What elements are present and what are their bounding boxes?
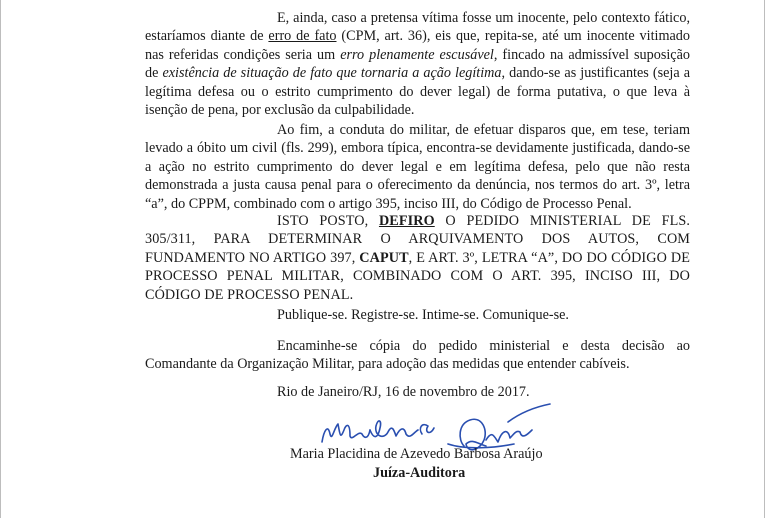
paragraph-conduta-militar: Ao fim, a conduta do militar, de efetuar disparos que, em tese, teriam levado a óbito um civil (fls. 299), embora típica, encontra-se devidamente justificada, dando-se a ação no estrito cumprimento do dever legal e em legítima defesa, pelo que não resta demonstrada a justa causa penal para o oferecimento da denúncia, nos termos do art. 3º, letra “a”, do CPPM, combinado com o artigo 395, inciso III, do Código de Processo Penal. (145, 122, 690, 212)
erro-escusavel-italic: erro plenamente escusável (340, 46, 494, 63)
erro-de-fato-underlined: erro de fato (268, 28, 337, 45)
paragraph-encaminhe-se: Encaminhe-se cópia do pedido ministerial e desta decisão ao Comandante da Organização Militar, para adoção das medidas que entender cabíveis. (145, 338, 690, 373)
paragraph-publique-se: Publique-se. Registre-se. Intime-se. Comunique-se. (277, 307, 569, 323)
signer-role: Juíza-Auditora (373, 465, 466, 481)
place-and-date: Rio de Janeiro/RJ, 16 de novembro de 2017. (277, 384, 530, 400)
caput-bold: CAPUT (359, 249, 409, 266)
paragraph-isto-posto: ISTO POSTO, DEFIRO O PEDIDO MINISTERIAL DE FLS. 305/311, PARA DETERMINAR O ARQUIVAMENTO DOS AUTOS, COM FUNDAMENTO NO ARTIGO 397, CAPUT, E ART. 3º, LETRA “A”, DO DO CÓDIGO DE PROCESSO PENAL MILITAR, COMBINADO COM O ART. 395, INCISO III, DO CÓDIGO DE PROCESSO PENAL. (145, 213, 690, 303)
defiro-bold: DEFIRO (378, 213, 435, 229)
paragraph-erro-de-fato: E, ainda, caso a pretensa vítima fosse um inocente, pelo contexto fático, estaríamos diante de erro de fato (CPM, art. 36), eis que, repita-se, até um inocente vitimado nas referidas condições seria um erro plenamente escusável, fincado na admissível suposição de existência de situação de fato que tornaria a ação legítima, dando-se as justificantes (seja a legítima defesa ou o estrito cumprimento do dever legal) de forma putativa, o que leva à isenção de pena, por exclusão da culpabilidade. (145, 10, 690, 119)
signer-name: Maria Placidina de Azevedo Barbosa Araújo (290, 446, 543, 462)
existencia-situacao-italic: existência de situação de fato que tornaria a ação legítima (162, 65, 502, 82)
